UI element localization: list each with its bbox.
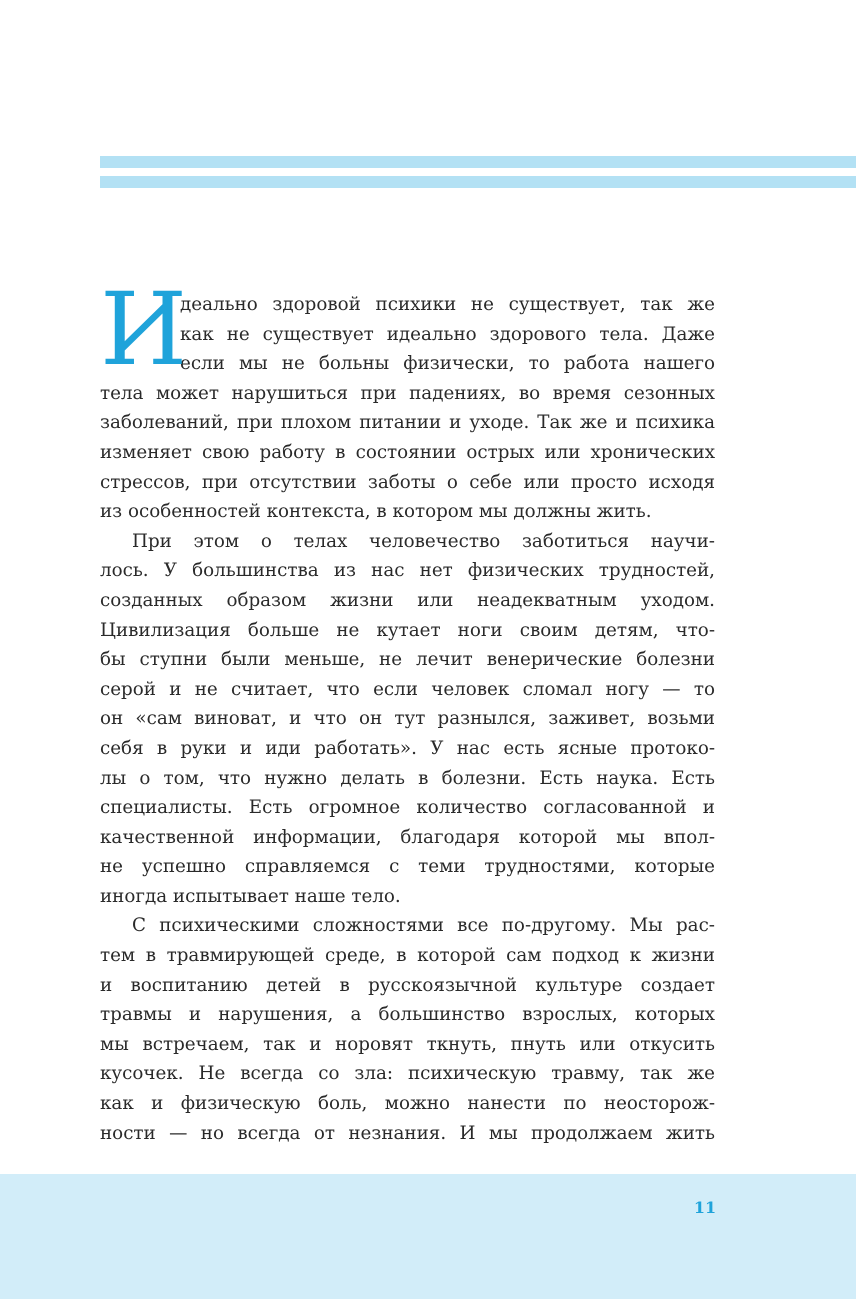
text-line: ности — но всегда от незнания. И мы продолжаем жить: [100, 1122, 715, 1144]
footer-band: [0, 1174, 856, 1299]
text-line: кусочек. Не всегда со зла: психическую травму, так же: [100, 1063, 715, 1085]
text-line: специалисты. Есть огромное количество согласованной и: [100, 797, 715, 819]
text-line: тем в травмирующей среде, в которой сам подход к жизни: [100, 945, 715, 967]
text-line: как и физическую боль, можно нанести по неосторож-: [100, 1093, 715, 1115]
text-line: себя в руки и иди работать». У нас есть ясные протоко-: [100, 737, 715, 759]
text-line: травмы и нарушения, а большинство взрослых, которых: [100, 1004, 715, 1026]
text-line: и воспитанию детей в русскоязычной культуре создает: [100, 974, 715, 996]
text-line: созданных образом жизни или неадекватным уходом.: [100, 589, 715, 611]
text-line: С психическими сложностями все по-другому. Мы рас-: [132, 915, 715, 937]
page-number: 11: [693, 1198, 717, 1217]
text-line: заболеваний, при плохом питании и уходе. Так же и психика: [100, 412, 715, 434]
text-line: стрессов, при отсутствии заботы о себе или просто исходя: [100, 471, 715, 493]
text-line: изменяет свою работу в состоянии острых или хронических: [100, 441, 715, 463]
header-stripe-top: [100, 156, 856, 168]
text-line: лы о том, что нужно делать в болезни. Есть наука. Есть: [100, 767, 715, 789]
body-text: [100, 271, 715, 1148]
text-line: бы ступни были меньше, не лечит венерические болезни: [100, 649, 715, 671]
text-line: не успешно справляемся с теми трудностями, которые: [100, 856, 715, 878]
text-line: При этом о телах человечество заботиться научи-: [132, 530, 715, 552]
text-line: если мы не больны физически, то работа нашего: [180, 353, 715, 375]
header-stripe-bottom: [100, 176, 856, 188]
text-line: иногда испытывает наше тело.: [100, 885, 401, 907]
text-line: деально здоровой психики не существует, так же: [180, 294, 715, 315]
text-line: серой и не считает, что если человек сломал ногу — то: [100, 678, 715, 700]
text-line: из особенностей контекста, в котором мы должны жить.: [100, 501, 652, 523]
text-line: мы встречаем, так и норовят ткнуть, пнуть или откусить: [100, 1033, 715, 1055]
text-line: тела может нарушиться при падениях, во время сезонных: [100, 382, 715, 404]
text-line: Цивилизация больше не кутает ноги своим детям, что-: [100, 619, 715, 641]
text-line: он «сам виноват, и что он тут разнылся, заживет, возьми: [100, 708, 715, 730]
text-line: лось. У большинства из нас нет физических трудностей,: [100, 560, 715, 582]
text-line: качественной информации, благодаря которой мы впол-: [100, 826, 715, 848]
text-line: как не существует идеально здорового тела. Даже: [180, 323, 715, 345]
drop-cap: И: [100, 271, 188, 388]
